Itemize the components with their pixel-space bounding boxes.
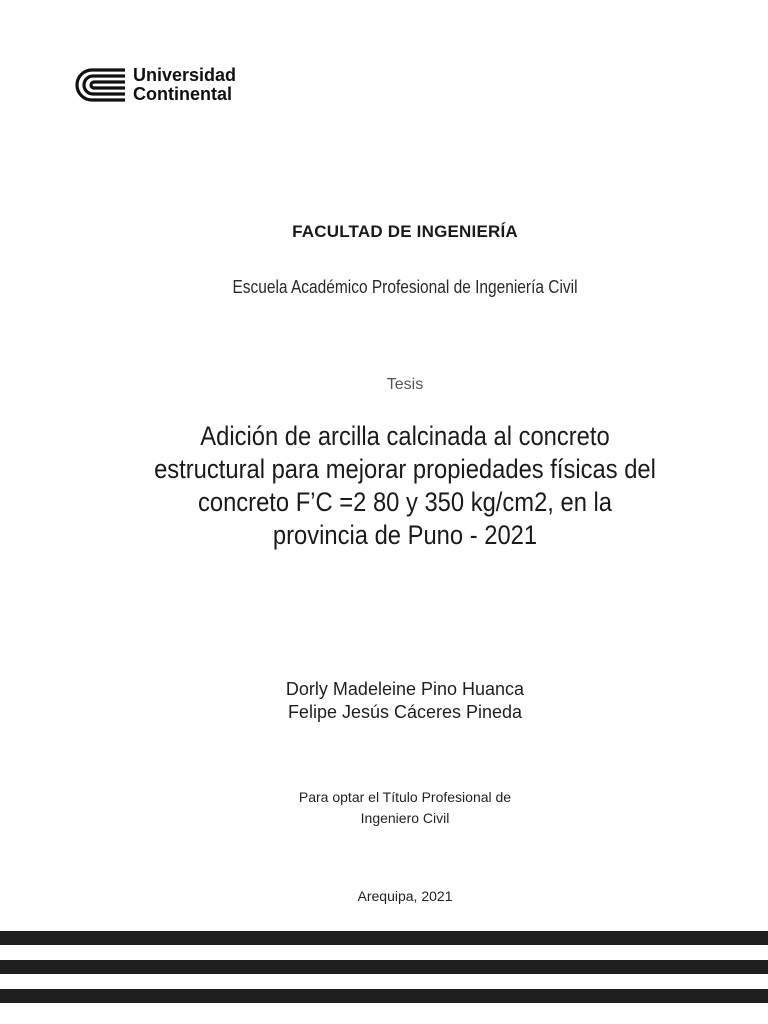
school-name: Escuela Académico Profesional de Ingeniería Civil [232, 277, 578, 297]
degree-statement [0, 787, 768, 829]
faculty-heading: FACULTAD DE INGENIERÍA [292, 222, 518, 241]
author-name: Dorly Madeleine Pino Huanca [285, 679, 525, 699]
place-date: Arequipa, 2021 [357, 888, 453, 904]
thesis-title-line: concreto F’C =2 80 y 350 kg/cm2, en la [197, 487, 613, 517]
university-name-line1: Universidad [133, 65, 237, 85]
authors [0, 678, 768, 724]
thesis-title [105, 420, 705, 552]
degree-line: Ingeniero Civil [360, 810, 450, 826]
document-type: Tesis [386, 376, 424, 393]
thesis-title-line: estructural para mejorar propiedades físicas del [154, 454, 656, 484]
decorative-stripe [0, 960, 768, 974]
decorative-stripe [0, 931, 768, 945]
university-name [133, 66, 236, 104]
university-name-line2: Continental [133, 84, 232, 104]
university-logo [75, 64, 265, 106]
thesis-title-line: provincia de Puno - 2021 [272, 520, 538, 550]
university-emblem-icon [75, 68, 127, 102]
author-name: Felipe Jesús Cáceres Pineda [287, 702, 523, 722]
decorative-stripe [0, 989, 768, 1003]
degree-line: Para optar el Título Profesional de [298, 789, 512, 805]
thesis-title-line: Adición de arcilla calcinada al concreto [200, 421, 610, 451]
